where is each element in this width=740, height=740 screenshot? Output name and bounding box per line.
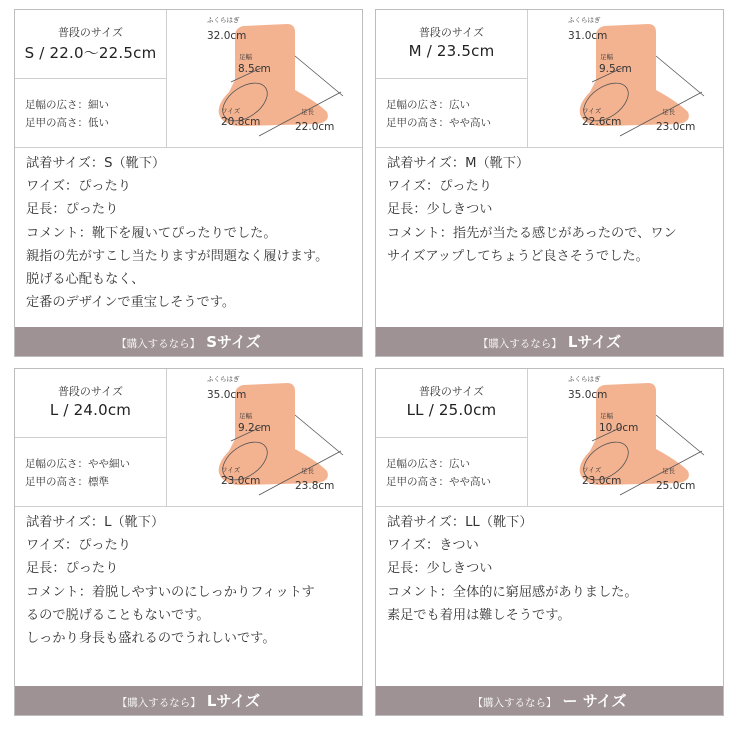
foot-svg [528, 369, 724, 506]
review-card [14, 9, 363, 357]
review-card [375, 9, 724, 357]
foot-svg [167, 10, 363, 147]
length-value: 25.0cm [656, 480, 696, 492]
foot-width-text: 足幅の広さ：広い [386, 99, 470, 111]
width-value: 20.8cm [221, 116, 261, 128]
usual-size-value: L / 24.0cm [49, 401, 132, 419]
width-label: ワイズ [221, 466, 241, 474]
recommended-size-bar [376, 686, 723, 715]
review-line: 試着サイズ：S（靴下） [26, 156, 166, 171]
review-line: 親指の先がすこし当たりますが問題なく履けます。 [26, 248, 329, 264]
usual-size-label: 普段のサイズ [418, 26, 485, 39]
ankle-label: 足幅 [600, 412, 613, 420]
review-line: ワイズ：ぴったり [26, 179, 131, 195]
calf-value: 35.0cm [568, 389, 608, 401]
length-label: 足長 [662, 108, 675, 116]
calf-label: ふくらはぎ [568, 16, 601, 24]
usual-size-value: LL / 25.0cm [406, 401, 497, 419]
review-line: ワイズ：ぴったり [26, 538, 131, 554]
recommended-size-bar [15, 327, 362, 356]
profile-panel [15, 10, 167, 147]
length-label: 足長 [301, 108, 314, 116]
recommended-prefix: 【購入するなら】 [116, 697, 201, 709]
review-line: コメント：靴下を履いてぴったりでした。 [26, 225, 277, 241]
review-line: 足長：ぴったり [26, 561, 119, 577]
usual-size-label: 普段のサイズ [57, 26, 124, 39]
usual-size-box [376, 10, 527, 79]
review-line: 試着サイズ：L（靴下） [26, 515, 165, 530]
review-line: 試着サイズ：LL（靴下） [387, 515, 533, 530]
review-card [375, 368, 724, 716]
usual-size-label: 普段のサイズ [418, 385, 485, 398]
calf-value: 31.0cm [568, 30, 608, 42]
foot-width-text: 足幅の広さ：やや細い [25, 458, 130, 470]
foot-shape-box [15, 79, 166, 147]
usual-size-value: M / 23.5cm [408, 42, 495, 60]
width-label: ワイズ [221, 107, 241, 115]
calf-label: ふくらはぎ [207, 16, 240, 24]
recommended-prefix: 【購入するなら】 [477, 338, 562, 350]
foot-measurement-illustration [167, 369, 363, 506]
calf-value: 32.0cm [207, 30, 247, 42]
length-label: 足長 [662, 467, 675, 475]
recommended-size-bar [15, 686, 362, 715]
usual-size-label: 普段のサイズ [57, 385, 124, 398]
calf-label: ふくらはぎ [207, 375, 240, 383]
review-text [26, 511, 358, 650]
foot-measurement-illustration [167, 10, 363, 147]
foot-shape-box [376, 79, 527, 147]
recommended-size: Lサイズ [567, 333, 622, 351]
foot-measurement-illustration [528, 369, 724, 506]
usual-size-box [15, 369, 166, 438]
profile-panel [15, 369, 167, 506]
foot-width-text: 足幅の広さ：細い [25, 99, 109, 111]
length-label: 足長 [301, 467, 314, 475]
foot-svg [528, 10, 724, 147]
review-text [387, 152, 719, 268]
profile-panel [376, 369, 528, 506]
review-line: 脱げる心配もなく、 [26, 272, 145, 288]
divider [376, 147, 723, 148]
recommended-size: Lサイズ [206, 692, 261, 710]
calf-label: ふくらはぎ [568, 375, 601, 383]
length-line [295, 415, 343, 455]
length-line [656, 56, 704, 96]
review-text [26, 152, 358, 314]
length-line [295, 56, 343, 96]
width-label: ワイズ [582, 107, 602, 115]
length-value: 22.0cm [295, 121, 335, 133]
review-line: 足長：ぴったり [26, 202, 119, 218]
foot-measurement-illustration [528, 10, 724, 147]
width-value: 23.0cm [582, 475, 622, 487]
review-line: 定番のデザインで重宝しそうです。 [26, 295, 236, 311]
divider [15, 147, 362, 148]
recommended-prefix: 【購入するなら】 [472, 697, 557, 709]
divider [15, 506, 362, 507]
calf-value: 35.0cm [207, 389, 247, 401]
review-line: 足長：少しきつい [387, 202, 493, 218]
review-line: 試着サイズ：M（靴下） [387, 156, 530, 171]
recommended-size: ー サイズ [562, 692, 627, 710]
width-value: 23.0cm [221, 475, 261, 487]
width-label: ワイズ [582, 466, 602, 474]
width-value: 22.6cm [582, 116, 622, 128]
foot-shape-box [376, 438, 527, 506]
instep-height-text: 足甲の高さ：やや高い [386, 117, 491, 129]
divider [376, 506, 723, 507]
review-line: コメント：指先が当たる感じがあったので、ワン [387, 225, 677, 241]
review-line: ワイズ：きつい [387, 538, 479, 554]
review-line: コメント：全体的に窮屈感がありました。 [387, 584, 638, 600]
instep-height-text: 足甲の高さ：低い [25, 117, 109, 129]
review-line: しっかり身長も盛れるのでうれしいです。 [26, 631, 276, 647]
review-card [14, 368, 363, 716]
recommended-size: Sサイズ [206, 333, 261, 351]
ankle-value: 9.5cm [599, 63, 632, 75]
recommended-prefix: 【購入するなら】 [116, 338, 201, 350]
review-line: ワイズ：ぴったり [387, 179, 492, 195]
ankle-label: 足幅 [239, 53, 252, 61]
review-line: るので脱げることもないです。 [26, 607, 210, 623]
ankle-label: 足幅 [239, 412, 252, 420]
usual-size-value: S / 22.0〜22.5cm [24, 44, 157, 62]
recommended-size-bar [376, 327, 723, 356]
length-value: 23.8cm [295, 480, 335, 492]
review-line: 足長：少しきつい [387, 561, 493, 577]
review-text [387, 511, 719, 627]
foot-svg [167, 369, 363, 506]
ankle-label: 足幅 [600, 53, 613, 61]
ankle-value: 8.5cm [238, 63, 271, 75]
ankle-value: 9.2cm [238, 422, 271, 434]
profile-panel [376, 10, 528, 147]
instep-height-text: 足甲の高さ：標準 [25, 476, 109, 488]
usual-size-box [376, 369, 527, 438]
ankle-value: 10.0cm [599, 422, 639, 434]
foot-width-text: 足幅の広さ：広い [386, 458, 470, 470]
length-line [656, 415, 704, 455]
review-line: コメント：着脱しやすいのにしっかりフィットす [26, 584, 315, 600]
length-value: 23.0cm [656, 121, 696, 133]
foot-shape-box [15, 438, 166, 506]
usual-size-box [15, 10, 166, 79]
review-line: サイズアップしてちょうど良さそうでした。 [387, 248, 649, 264]
review-line: 素足でも着用は難しそうです。 [387, 607, 571, 623]
instep-height-text: 足甲の高さ：やや高い [386, 476, 491, 488]
